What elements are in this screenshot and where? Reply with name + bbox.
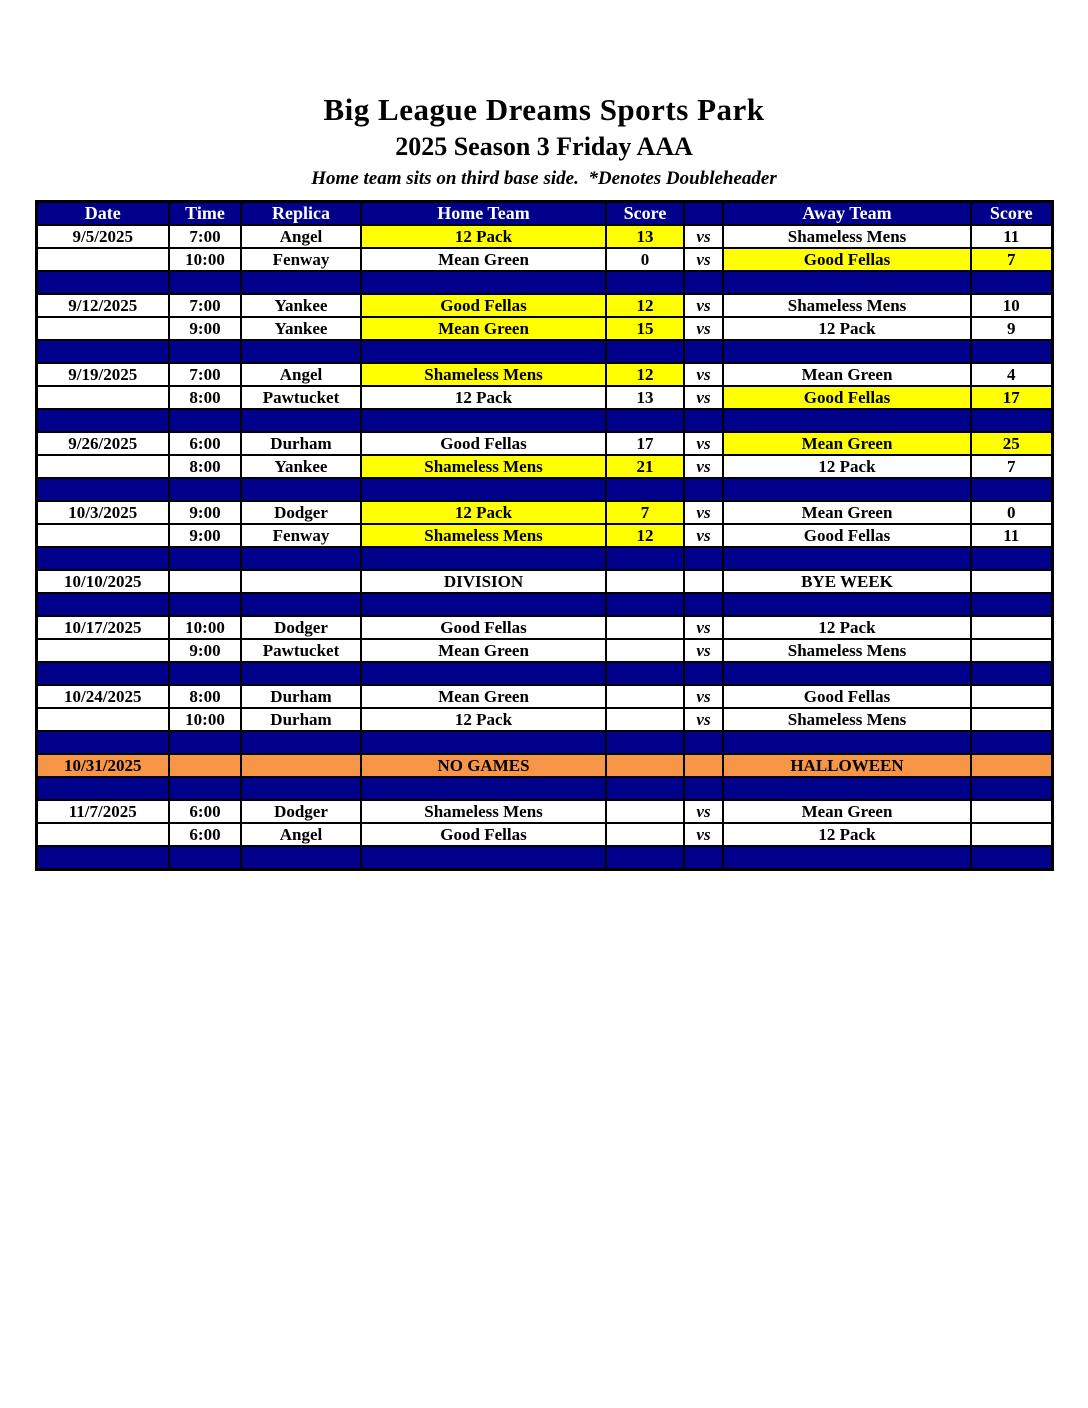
cell-home-score (606, 708, 684, 731)
cell-date (36, 340, 169, 363)
cell-away: Mean Green (723, 501, 971, 524)
page-title: Big League Dreams Sports Park (323, 92, 765, 127)
cell-home: Mean Green (361, 317, 606, 340)
cell-date: 10/17/2025 (36, 616, 169, 639)
separator-row (36, 662, 1052, 685)
cell-date: 11/7/2025 (36, 800, 169, 823)
cell-home-score: 13 (606, 225, 684, 248)
cell-vs: vs (684, 225, 723, 248)
cell-time: 10:00 (169, 616, 241, 639)
cell-time (169, 731, 241, 754)
cell-time: 10:00 (169, 708, 241, 731)
schedule-row (36, 501, 1052, 524)
cell-time (169, 271, 241, 294)
cell-home: Mean Green (361, 639, 606, 662)
cell-away: Good Fellas (723, 685, 971, 708)
cell-date (36, 846, 169, 869)
cell-away: Shameless Mens (723, 225, 971, 248)
cell-away-score (971, 593, 1052, 616)
column-header-away-team: Away Team (723, 202, 971, 226)
cell-away: Mean Green (723, 363, 971, 386)
schedule-body (36, 225, 1052, 869)
cell-home-score: 15 (606, 317, 684, 340)
cell-away (723, 777, 971, 800)
cell-home-score (606, 685, 684, 708)
cell-home (361, 593, 606, 616)
cell-date (36, 409, 169, 432)
cell-home-score (606, 478, 684, 501)
schedule-row (36, 455, 1052, 478)
cell-away-score (971, 547, 1052, 570)
cell-home: Shameless Mens (361, 363, 606, 386)
table-header-row (36, 202, 1052, 226)
cell-replica (241, 409, 361, 432)
cell-away-score (971, 271, 1052, 294)
cell-home (361, 271, 606, 294)
cell-home: Good Fellas (361, 294, 606, 317)
cell-replica (241, 478, 361, 501)
cell-away-score (971, 800, 1052, 823)
cell-date (36, 662, 169, 685)
cell-home: Shameless Mens (361, 800, 606, 823)
cell-date (36, 593, 169, 616)
cell-home (361, 777, 606, 800)
cell-date: 10/31/2025 (36, 754, 169, 777)
cell-replica: Durham (241, 432, 361, 455)
cell-replica: Pawtucket (241, 639, 361, 662)
cell-home-score: 17 (606, 432, 684, 455)
cell-away: 12 Pack (723, 455, 971, 478)
cell-home-score (606, 639, 684, 662)
cell-away (723, 340, 971, 363)
column-header-score: Score (971, 202, 1052, 226)
cell-replica: Fenway (241, 524, 361, 547)
schedule-row (36, 524, 1052, 547)
cell-home-score (606, 823, 684, 846)
cell-replica (241, 754, 361, 777)
cell-away: Mean Green (723, 432, 971, 455)
cell-home: DIVISION (361, 570, 606, 593)
cell-date (36, 708, 169, 731)
cell-away-score (971, 340, 1052, 363)
schedule-row (36, 616, 1052, 639)
cell-time (169, 754, 241, 777)
cell-date: 10/10/2025 (36, 570, 169, 593)
separator-row (36, 777, 1052, 800)
cell-date (36, 823, 169, 846)
cell-home-score (606, 409, 684, 432)
cell-date (36, 524, 169, 547)
cell-vs (684, 754, 723, 777)
table-head (36, 202, 1052, 226)
cell-home (361, 846, 606, 869)
cell-replica (241, 271, 361, 294)
cell-away-score (971, 846, 1052, 869)
cell-date (36, 248, 169, 271)
cell-replica: Dodger (241, 800, 361, 823)
cell-date (36, 777, 169, 800)
cell-away (723, 593, 971, 616)
cell-time: 9:00 (169, 524, 241, 547)
separator-row (36, 478, 1052, 501)
cell-home-score (606, 662, 684, 685)
cell-home-score (606, 800, 684, 823)
cell-date: 9/19/2025 (36, 363, 169, 386)
cell-date: 9/26/2025 (36, 432, 169, 455)
cell-away: Good Fellas (723, 248, 971, 271)
cell-home-score: 0 (606, 248, 684, 271)
cell-home: 12 Pack (361, 501, 606, 524)
cell-home: Shameless Mens (361, 524, 606, 547)
cell-time (169, 593, 241, 616)
cell-time: 7:00 (169, 363, 241, 386)
cell-away-score (971, 754, 1052, 777)
cell-replica (241, 340, 361, 363)
cell-home-score (606, 547, 684, 570)
separator-row (36, 593, 1052, 616)
cell-date: 9/12/2025 (36, 294, 169, 317)
schedule-row (36, 823, 1052, 846)
cell-away-score: 25 (971, 432, 1052, 455)
cell-time: 8:00 (169, 455, 241, 478)
cell-vs: vs (684, 501, 723, 524)
separator-row (36, 271, 1052, 294)
schedule-row (36, 248, 1052, 271)
cell-replica: Pawtucket (241, 386, 361, 409)
cell-home-score (606, 777, 684, 800)
cell-home: 12 Pack (361, 225, 606, 248)
cell-away-score (971, 570, 1052, 593)
cell-home: Good Fellas (361, 616, 606, 639)
schedule-table (35, 200, 1054, 871)
cell-away: HALLOWEEN (723, 754, 971, 777)
page-subtitle: 2025 Season 3 Friday AAA (395, 132, 693, 161)
cell-home-score: 12 (606, 524, 684, 547)
schedule-row (36, 639, 1052, 662)
cell-replica (241, 593, 361, 616)
cell-home-score (606, 616, 684, 639)
cell-replica (241, 662, 361, 685)
cell-home (361, 731, 606, 754)
cell-home-score (606, 271, 684, 294)
schedule-row (36, 570, 1052, 593)
cell-time: 7:00 (169, 225, 241, 248)
cell-home (361, 478, 606, 501)
cell-away (723, 662, 971, 685)
cell-vs (684, 593, 723, 616)
cell-time: 7:00 (169, 294, 241, 317)
cell-away-score: 7 (971, 248, 1052, 271)
cell-home-score: 21 (606, 455, 684, 478)
cell-date: 9/5/2025 (36, 225, 169, 248)
cell-home-score: 12 (606, 294, 684, 317)
cell-home-score (606, 570, 684, 593)
cell-away-score: 7 (971, 455, 1052, 478)
cell-away (723, 846, 971, 869)
cell-home-score: 13 (606, 386, 684, 409)
cell-vs (684, 547, 723, 570)
cell-vs (684, 478, 723, 501)
cell-away (723, 731, 971, 754)
cell-away-score: 10 (971, 294, 1052, 317)
cell-away-score (971, 731, 1052, 754)
page-tagline: Home team sits on third base side. *Denotes Doubleheader (311, 168, 777, 189)
cell-replica (241, 570, 361, 593)
cell-date (36, 317, 169, 340)
cell-away-score (971, 708, 1052, 731)
cell-time (169, 570, 241, 593)
cell-date (36, 547, 169, 570)
cell-away: 12 Pack (723, 317, 971, 340)
cell-date: 10/24/2025 (36, 685, 169, 708)
cell-home (361, 662, 606, 685)
cell-home-score: 7 (606, 501, 684, 524)
schedule-row (36, 432, 1052, 455)
cell-home-score (606, 731, 684, 754)
cell-home: Mean Green (361, 685, 606, 708)
cell-time (169, 478, 241, 501)
cell-vs: vs (684, 248, 723, 271)
cell-replica: Angel (241, 225, 361, 248)
cell-vs (684, 271, 723, 294)
cell-vs: vs (684, 386, 723, 409)
cell-home: Good Fellas (361, 432, 606, 455)
cell-vs: vs (684, 524, 723, 547)
cell-away (723, 478, 971, 501)
schedule-row (36, 708, 1052, 731)
column-header-home-team: Home Team (361, 202, 606, 226)
cell-away-score (971, 685, 1052, 708)
cell-date (36, 386, 169, 409)
cell-home-score (606, 754, 684, 777)
schedule-row (36, 225, 1052, 248)
cell-replica: Yankee (241, 455, 361, 478)
cell-home (361, 547, 606, 570)
schedule-row (36, 800, 1052, 823)
cell-replica (241, 846, 361, 869)
cell-time (169, 662, 241, 685)
cell-time: 10:00 (169, 248, 241, 271)
cell-time (169, 340, 241, 363)
cell-away: Shameless Mens (723, 639, 971, 662)
cell-time (169, 846, 241, 869)
cell-away: Mean Green (723, 800, 971, 823)
cell-away-score: 17 (971, 386, 1052, 409)
cell-away: Good Fellas (723, 386, 971, 409)
cell-home: Mean Green (361, 248, 606, 271)
separator-row (36, 340, 1052, 363)
cell-vs: vs (684, 363, 723, 386)
cell-replica: Durham (241, 685, 361, 708)
cell-vs (684, 777, 723, 800)
schedule-row (36, 294, 1052, 317)
column-header-time: Time (169, 202, 241, 226)
cell-away-score (971, 662, 1052, 685)
cell-away: 12 Pack (723, 823, 971, 846)
cell-vs: vs (684, 639, 723, 662)
column-header-score: Score (606, 202, 684, 226)
cell-away-score: 11 (971, 524, 1052, 547)
cell-vs (684, 409, 723, 432)
cell-away (723, 547, 971, 570)
column-header-vs (684, 202, 723, 226)
cell-time (169, 547, 241, 570)
cell-vs (684, 570, 723, 593)
separator-row (36, 547, 1052, 570)
cell-replica: Dodger (241, 616, 361, 639)
cell-vs: vs (684, 685, 723, 708)
cell-date (36, 455, 169, 478)
cell-replica: Durham (241, 708, 361, 731)
cell-vs (684, 662, 723, 685)
cell-home: Shameless Mens (361, 455, 606, 478)
cell-time: 6:00 (169, 432, 241, 455)
cell-time: 8:00 (169, 386, 241, 409)
cell-time: 9:00 (169, 501, 241, 524)
cell-vs (684, 731, 723, 754)
cell-away-score (971, 409, 1052, 432)
schedule-row (36, 317, 1052, 340)
cell-home-score (606, 593, 684, 616)
cell-home-score: 12 (606, 363, 684, 386)
cell-replica: Angel (241, 363, 361, 386)
cell-away: 12 Pack (723, 616, 971, 639)
cell-replica: Dodger (241, 501, 361, 524)
cell-home: 12 Pack (361, 386, 606, 409)
cell-away-score: 11 (971, 225, 1052, 248)
schedule-row (36, 754, 1052, 777)
cell-replica (241, 777, 361, 800)
cell-replica: Fenway (241, 248, 361, 271)
cell-time (169, 409, 241, 432)
cell-home-score (606, 340, 684, 363)
cell-home-score (606, 846, 684, 869)
cell-date (36, 478, 169, 501)
cell-vs (684, 340, 723, 363)
cell-vs: vs (684, 823, 723, 846)
separator-row (36, 409, 1052, 432)
cell-home: Good Fellas (361, 823, 606, 846)
cell-date (36, 731, 169, 754)
cell-vs: vs (684, 317, 723, 340)
cell-vs: vs (684, 432, 723, 455)
column-header-date: Date (36, 202, 169, 226)
cell-vs: vs (684, 616, 723, 639)
cell-vs: vs (684, 455, 723, 478)
schedule-row (36, 685, 1052, 708)
cell-time: 9:00 (169, 639, 241, 662)
cell-away: Good Fellas (723, 524, 971, 547)
cell-date (36, 271, 169, 294)
cell-away-score (971, 823, 1052, 846)
cell-date (36, 639, 169, 662)
cell-replica: Yankee (241, 294, 361, 317)
cell-away: BYE WEEK (723, 570, 971, 593)
schedule-row (36, 386, 1052, 409)
cell-time: 6:00 (169, 800, 241, 823)
cell-replica: Yankee (241, 317, 361, 340)
cell-away-score (971, 616, 1052, 639)
cell-replica (241, 731, 361, 754)
cell-time (169, 777, 241, 800)
cell-vs: vs (684, 800, 723, 823)
cell-away: Shameless Mens (723, 708, 971, 731)
cell-away-score (971, 777, 1052, 800)
cell-replica: Angel (241, 823, 361, 846)
cell-away-score: 0 (971, 501, 1052, 524)
cell-home (361, 340, 606, 363)
cell-time: 8:00 (169, 685, 241, 708)
cell-away (723, 271, 971, 294)
cell-replica (241, 547, 361, 570)
cell-time: 6:00 (169, 823, 241, 846)
separator-row (36, 846, 1052, 869)
cell-time: 9:00 (169, 317, 241, 340)
cell-away (723, 409, 971, 432)
cell-vs: vs (684, 708, 723, 731)
cell-vs (684, 846, 723, 869)
cell-away-score: 4 (971, 363, 1052, 386)
cell-away-score (971, 478, 1052, 501)
cell-away-score (971, 639, 1052, 662)
cell-home: NO GAMES (361, 754, 606, 777)
cell-away: Shameless Mens (723, 294, 971, 317)
cell-vs: vs (684, 294, 723, 317)
separator-row (36, 731, 1052, 754)
schedule-row (36, 363, 1052, 386)
cell-away-score: 9 (971, 317, 1052, 340)
cell-home: 12 Pack (361, 708, 606, 731)
cell-date: 10/3/2025 (36, 501, 169, 524)
column-header-replica: Replica (241, 202, 361, 226)
cell-home (361, 409, 606, 432)
